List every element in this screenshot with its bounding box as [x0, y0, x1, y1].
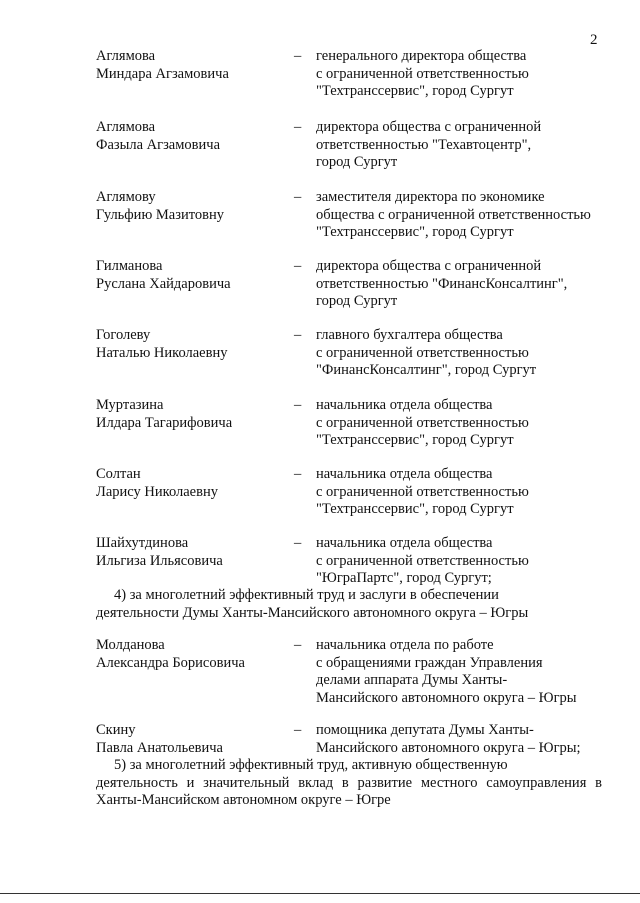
award-entry — [96, 466, 606, 526]
person-name — [96, 119, 286, 154]
paragraph-line: 4) за многолетний эффективный труд и заслуги в обеспечении — [114, 587, 499, 603]
position-description — [316, 327, 611, 380]
position-line: с ограниченной ответственностью — [316, 65, 529, 82]
position-description — [316, 119, 611, 172]
award-entry — [96, 258, 606, 318]
person-name — [96, 258, 286, 293]
position-line: директора общества с ограниченной — [316, 119, 542, 135]
surname: Гоголеву — [96, 327, 151, 343]
dash-separator: – — [294, 189, 302, 205]
given-names: Илдара Тагарифовича — [96, 414, 233, 431]
given-names: Павла Анатольевича — [96, 739, 223, 756]
dash-separator: – — [294, 466, 302, 482]
given-names: Гульфию Мазитовну — [96, 206, 224, 223]
surname: Аглямову — [96, 189, 156, 205]
position-line: "ЮграПартс", город Сургут; — [316, 570, 492, 586]
dash-separator: – — [294, 48, 302, 64]
position-description — [316, 722, 611, 757]
given-names: Фазыла Агзамовича — [96, 136, 221, 153]
dash-separator: – — [294, 637, 302, 653]
surname: Молданова — [96, 637, 165, 653]
person-name — [96, 327, 286, 362]
position-description — [316, 189, 611, 242]
position-line: начальника отдела по работе — [316, 637, 494, 653]
position-line: делами аппарата Думы Ханты- — [316, 672, 508, 688]
award-entry — [96, 637, 606, 712]
position-line: общества с ограниченной ответственностью — [316, 206, 591, 223]
position-line: начальника отдела общества — [316, 466, 493, 482]
paragraph-line: в Ханты-Мансийском автономном округе – Югре — [96, 774, 603, 808]
section-paragraph — [96, 587, 602, 622]
dash-separator: – — [294, 327, 302, 343]
position-line: "ФинансКонсалтинг", город Сургут — [316, 362, 537, 378]
award-entry — [96, 48, 606, 108]
person-name — [96, 722, 286, 757]
surname: Гилманова — [96, 258, 163, 274]
surname: Скину — [96, 722, 136, 738]
position-line: с ограниченной ответственностью — [316, 552, 529, 569]
section-paragraph — [96, 757, 602, 810]
award-entry — [96, 397, 606, 457]
position-line: Мансийского автономного округа – Югры — [316, 689, 577, 706]
position-line: генерального директора общества — [316, 48, 527, 64]
position-line: "Техтранссервис", город Сургут — [316, 224, 514, 240]
position-line: ответственностью "Техавтоцентр", — [316, 136, 532, 153]
person-name — [96, 397, 286, 432]
position-description — [316, 48, 611, 101]
award-entry — [96, 189, 606, 249]
person-name — [96, 535, 286, 570]
dash-separator: – — [294, 258, 302, 274]
bottom-rule — [0, 893, 640, 894]
position-line: город Сургут — [316, 293, 398, 309]
position-line: с ограниченной ответственностью — [316, 344, 529, 361]
position-line: главного бухгалтера общества — [316, 327, 503, 343]
paragraph-line: деятельности Думы Ханты-Мансийского автономного округа – Югры — [96, 604, 529, 621]
position-line: с ограниченной ответственностью — [316, 414, 529, 431]
surname: Солтан — [96, 466, 141, 482]
position-description — [316, 637, 611, 707]
given-names: Ларису Николаевну — [96, 483, 218, 500]
person-name — [96, 637, 286, 672]
given-names: Руслана Хайдаровича — [96, 275, 231, 292]
position-line: с ограниченной ответственностью — [316, 483, 529, 500]
position-line: директора общества с ограниченной — [316, 258, 542, 274]
position-line: город Сургут — [316, 154, 398, 170]
position-line: начальника отдела общества — [316, 535, 493, 551]
position-description — [316, 258, 611, 311]
position-line: помощника депутата Думы Ханты- — [316, 722, 534, 738]
dash-separator: – — [294, 722, 302, 738]
person-name — [96, 466, 286, 501]
position-line: "Техтранссервис", город Сургут — [316, 83, 514, 99]
page-number: 2 — [590, 32, 598, 48]
position-line: начальника отдела общества — [316, 397, 493, 413]
paragraph-line: 5) за многолетний эффективный труд, активную общественную — [114, 757, 508, 773]
award-entry — [96, 535, 606, 595]
dash-separator: – — [294, 535, 302, 551]
given-names: Миндара Агзамовича — [96, 65, 229, 82]
position-description — [316, 535, 611, 588]
position-line: ответственностью "ФинансКонсалтинг", — [316, 275, 568, 292]
dash-separator: – — [294, 119, 302, 135]
position-description — [316, 397, 611, 450]
surname: Аглямова — [96, 119, 156, 135]
position-description — [316, 466, 611, 519]
paragraph-line: деятельность и значительный вклад в развитие местного самоуправления — [96, 774, 587, 791]
position-line: Мансийского автономного округа – Югры; — [316, 739, 581, 756]
dash-separator: – — [294, 397, 302, 413]
given-names: Наталью Николаевну — [96, 344, 228, 361]
position-line: заместителя директора по экономике — [316, 189, 545, 205]
award-entry — [96, 722, 606, 760]
position-line: "Техтранссервис", город Сургут — [316, 432, 514, 448]
position-line: с обращениями граждан Управления — [316, 654, 543, 671]
surname: Аглямова — [96, 48, 156, 64]
surname: Муртазина — [96, 397, 164, 413]
person-name — [96, 48, 286, 83]
given-names: Александра Борисовича — [96, 654, 245, 671]
person-name — [96, 189, 286, 224]
position-line: "Техтранссервис", город Сургут — [316, 501, 514, 517]
given-names: Ильгиза Ильясовича — [96, 552, 223, 569]
award-entry — [96, 327, 606, 387]
surname: Шайхутдинова — [96, 535, 189, 551]
award-entry — [96, 119, 606, 179]
